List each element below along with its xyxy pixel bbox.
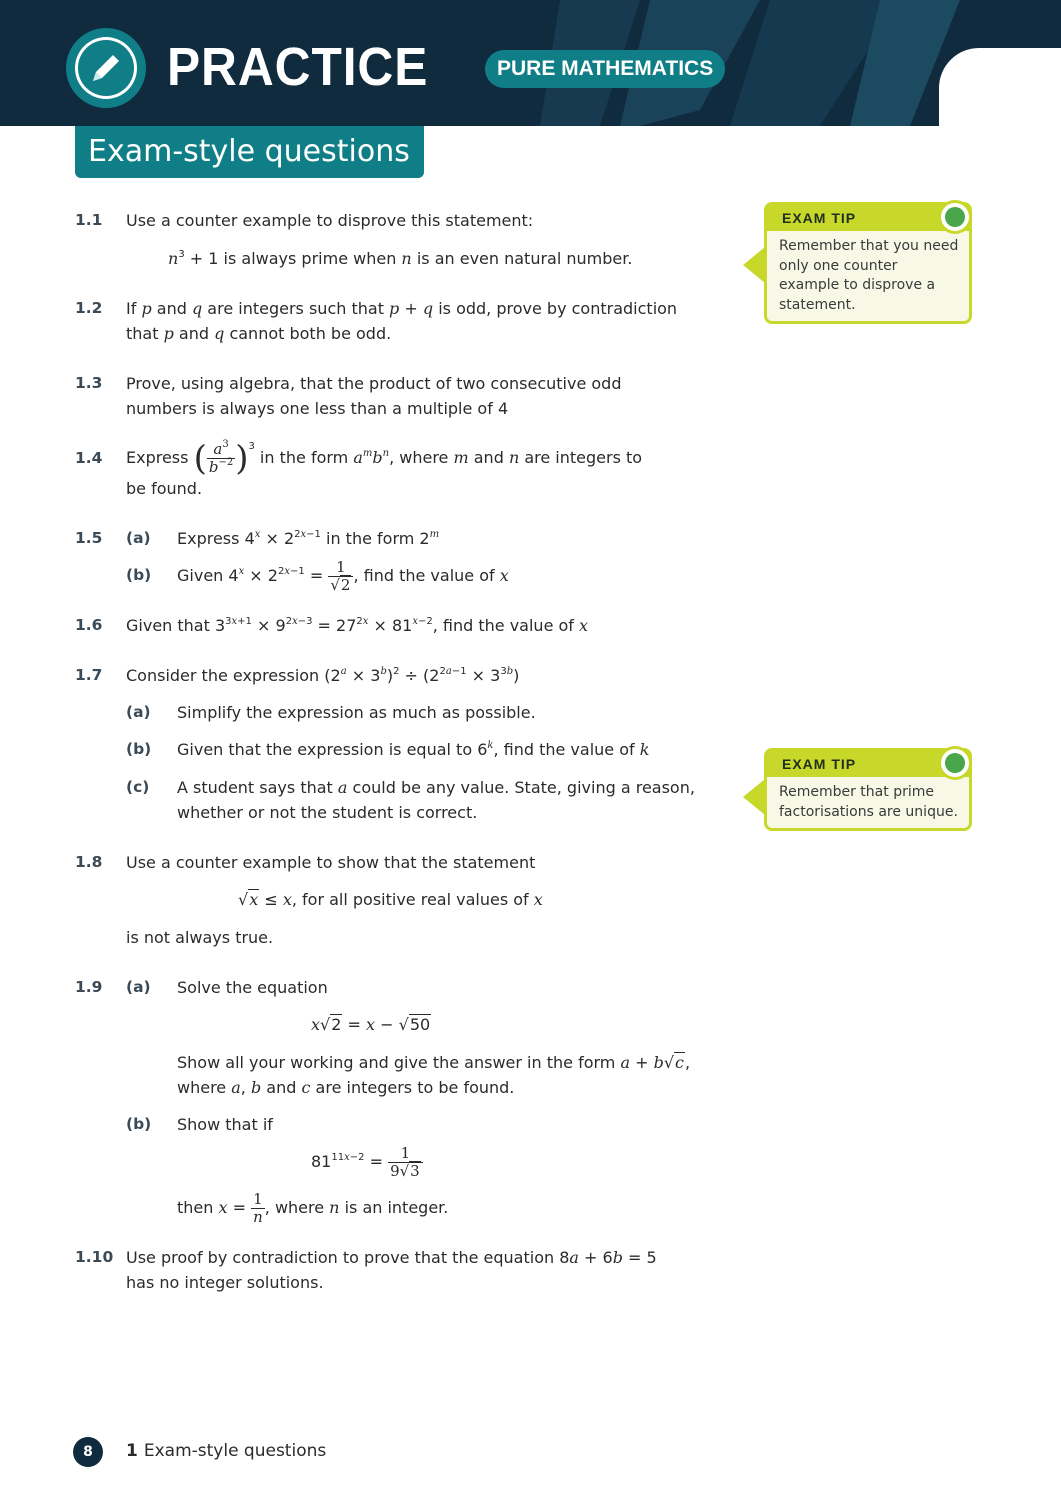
equation: x√2 = x − √50	[311, 1015, 431, 1034]
target-check-icon	[938, 746, 972, 780]
question-number: 1.5	[75, 529, 103, 547]
tip-title: EXAM TIP	[767, 751, 969, 777]
statement: $n^3 + 1$ is always prime when n is an even natural number.	[168, 249, 633, 268]
part-label: (c)	[126, 778, 150, 796]
part-a-text: Solve the equation	[177, 978, 328, 997]
part-b-text: Given that the expression is equal to 6$^k$, find the value of k	[177, 740, 650, 759]
part-b-text: Given $4^x \times 2^{2x-1}$ = $\frac{1}{√2}$ , find the value of x	[177, 558, 509, 594]
part-a-instruction-line2: where a, b and c are integers to be found.	[177, 1078, 515, 1097]
tip-text: Remember that prime factorisations are unique.	[779, 784, 958, 820]
chapter-number: 1	[126, 1441, 138, 1461]
section-title: Exam-style questions	[75, 126, 424, 178]
question-text-line2: has no integer solutions.	[126, 1273, 324, 1292]
question-number: 1.10	[75, 1248, 114, 1266]
subject-badge: PURE MATHEMATICS	[485, 50, 725, 88]
question-text-line3: is not always true.	[126, 928, 274, 947]
question-text: Use proof by contradiction to prove that the equation 8a + 6b = 5	[126, 1248, 657, 1267]
target-check-icon	[938, 200, 972, 234]
question-text: If p and q are integers such that p + q is odd, prove by contradiction	[126, 299, 678, 318]
equation: $81^{11x-2}$ = $\frac{1}{9√3}$	[311, 1142, 423, 1182]
part-label: (b)	[126, 566, 152, 584]
statement: √x ≤ x, for all positive real values of x	[238, 890, 543, 909]
tip-pointer	[743, 779, 765, 815]
footer-chapter	[126, 1441, 326, 1461]
part-c-text: A student says that a could be any value. State, giving a reason,	[177, 778, 695, 797]
page-number: 8	[73, 1437, 103, 1467]
tip-text: Remember that you need only one counter example to disprove a statement.	[779, 238, 959, 313]
question-number: 1.7	[75, 666, 103, 684]
pencil-icon	[75, 37, 137, 99]
part-a-instruction: Show all your working and give the answer in the form a + b√c,	[177, 1053, 691, 1072]
question-text-line2: that p and q cannot both be odd.	[126, 324, 392, 343]
part-a-text: Simplify the expression as much as possible.	[177, 703, 536, 722]
page-header	[0, 0, 1061, 126]
question-text: Use a counter example to disprove this statement:	[126, 211, 534, 230]
question-number: 1.2	[75, 299, 103, 317]
tip-pointer	[743, 247, 765, 283]
question-text: Prove, using algebra, that the product of two consecutive odd	[126, 374, 622, 393]
question-text: Consider the expression $(2^a \times 3^b)^2 \div (2^{2a-1} \times 3^{3b})$	[126, 666, 520, 685]
tip-title: EXAM TIP	[767, 205, 969, 231]
exam-tip-1	[764, 202, 972, 324]
part-label: (b)	[126, 1115, 152, 1133]
chapter-title: Exam-style questions	[143, 1441, 327, 1461]
part-label: (a)	[126, 978, 151, 996]
question-text: Use a counter example to show that the statement	[126, 853, 536, 872]
practice-logo	[66, 28, 146, 108]
part-b-text: Show that if	[177, 1115, 273, 1134]
header-corner-cutout	[939, 48, 1061, 126]
brand-title: PRACTICE	[167, 37, 429, 97]
part-a-text: Express $4^x \times 2^{2x-1}$ in the form 2$^m$	[177, 529, 440, 548]
question-number: 1.9	[75, 978, 103, 996]
part-label: (a)	[126, 703, 151, 721]
question-text: Given that $3^{3x+1} \times 9^{2x-3} = 27^{2x} \times 81^{x-2}$, find the value of x	[126, 616, 589, 635]
part-b-conclusion: then x = $\frac{1}{n}$ , where n is an integer.	[177, 1190, 449, 1226]
question-number: 1.4	[75, 449, 103, 467]
part-c-text-line2: whether or not the student is correct.	[177, 803, 478, 822]
part-label: (b)	[126, 740, 152, 758]
question-number: 1.6	[75, 616, 103, 634]
part-label: (a)	[126, 529, 151, 547]
question-number: 1.8	[75, 853, 103, 871]
question-text: Express ( $\frac{a^3}{b^{-2}}$ )$^3$ in the form $a^mb^n$, where m and n are integers to	[126, 438, 643, 479]
exam-tip-2	[764, 748, 972, 831]
question-number: 1.3	[75, 374, 103, 392]
question-text-line2: be found.	[126, 479, 203, 498]
question-text-line2: numbers is always one less than a multiple of 4	[126, 399, 509, 418]
question-number: 1.1	[75, 211, 103, 229]
